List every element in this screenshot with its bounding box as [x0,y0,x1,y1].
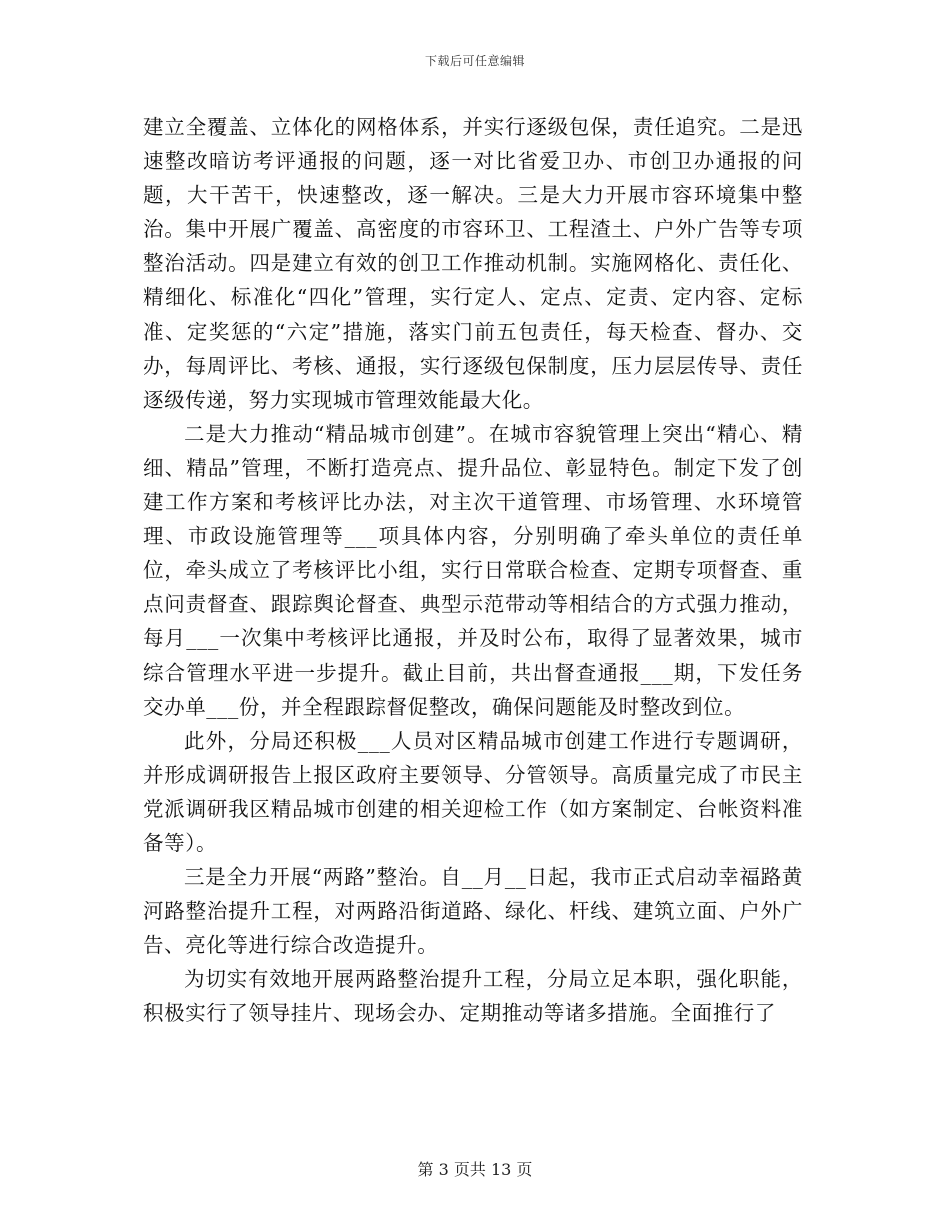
paragraph-3: 此外，分局还积极___人员对区精品城市创建工作进行专题调研，并形成调研报告上报区政府主要领导、分管领导。高质量完成了市民主党派调研我区精品城市创建的相关迎检工作（如方案制定、台帐资料准备等）。 [143,728,803,855]
page-footer: 第 3 页共 13 页 [417,1160,533,1179]
page-header: 下载后可任意编辑 [424,54,525,68]
paragraph-1: 建立全覆盖、立体化的网格体系，并实行逐级包保，责任追究。二是迅速整改暗访考评通报的问题，逐一对比省爱卫办、市创卫办通报的问题，大干苦干，快速整改，逐一解决。三是大力开展市容环境集中整治。集中开展广覆盖、高密度的市容环卫、工程渣土、户外广告等专项整治活动。四是建立有效的创卫工作推动机制。实施网格化、责任化、精细化、标准化“四化”管理，实行定人、定点、定责、定内容、定标准、定奖惩的“六定”措施，落实门前五包责任，每天检查、督办、交办，每周评比、考核、通报，实行逐级包保制度，压力层层传导、责任逐级传递，努力实现城市管理效能最大化。 [143,115,803,412]
paragraph-4: 三是全力开展“两路”整治。自__月__日起，我市正式启动幸福路黄河路整治提升工程，对两路沿街道路、绿化、杆线、建筑立面、户外广告、亮化等进行综合改造提升。 [143,865,803,958]
paragraph-5: 为切实有效地开展两路整治提升工程，分局立足本职，强化职能，积极实行了领导挂片、现场会办、定期推动等诸多措施。全面推行了 [143,967,803,1026]
document-body [143,110,803,1031]
paragraph-2: 二是大力推动“精品城市创建”。在城市容貌管理上突出“精心、精细、精品”管理，不断打造亮点、提升品位、彰显特色。制定下发了创建工作方案和考核评比办法，对主次干道管理、市场管理、水环境管理、市政设施管理等___项具体内容，分别明确了牵头单位的责任单位，牵头成立了考核评比小组，实行日常联合检查、定期专项督查、重点问责督查、跟踪舆论督查、典型示范带动等相结合的方式强力推动，每月___一次集中考核评比通报，并及时公布，取得了显著效果，城市综合管理水平进一步提升。截止目前，共出督查通报___期，下发任务交办单___份，并全程跟踪督促整改，确保问题能及时整改到位。 [143,421,803,719]
